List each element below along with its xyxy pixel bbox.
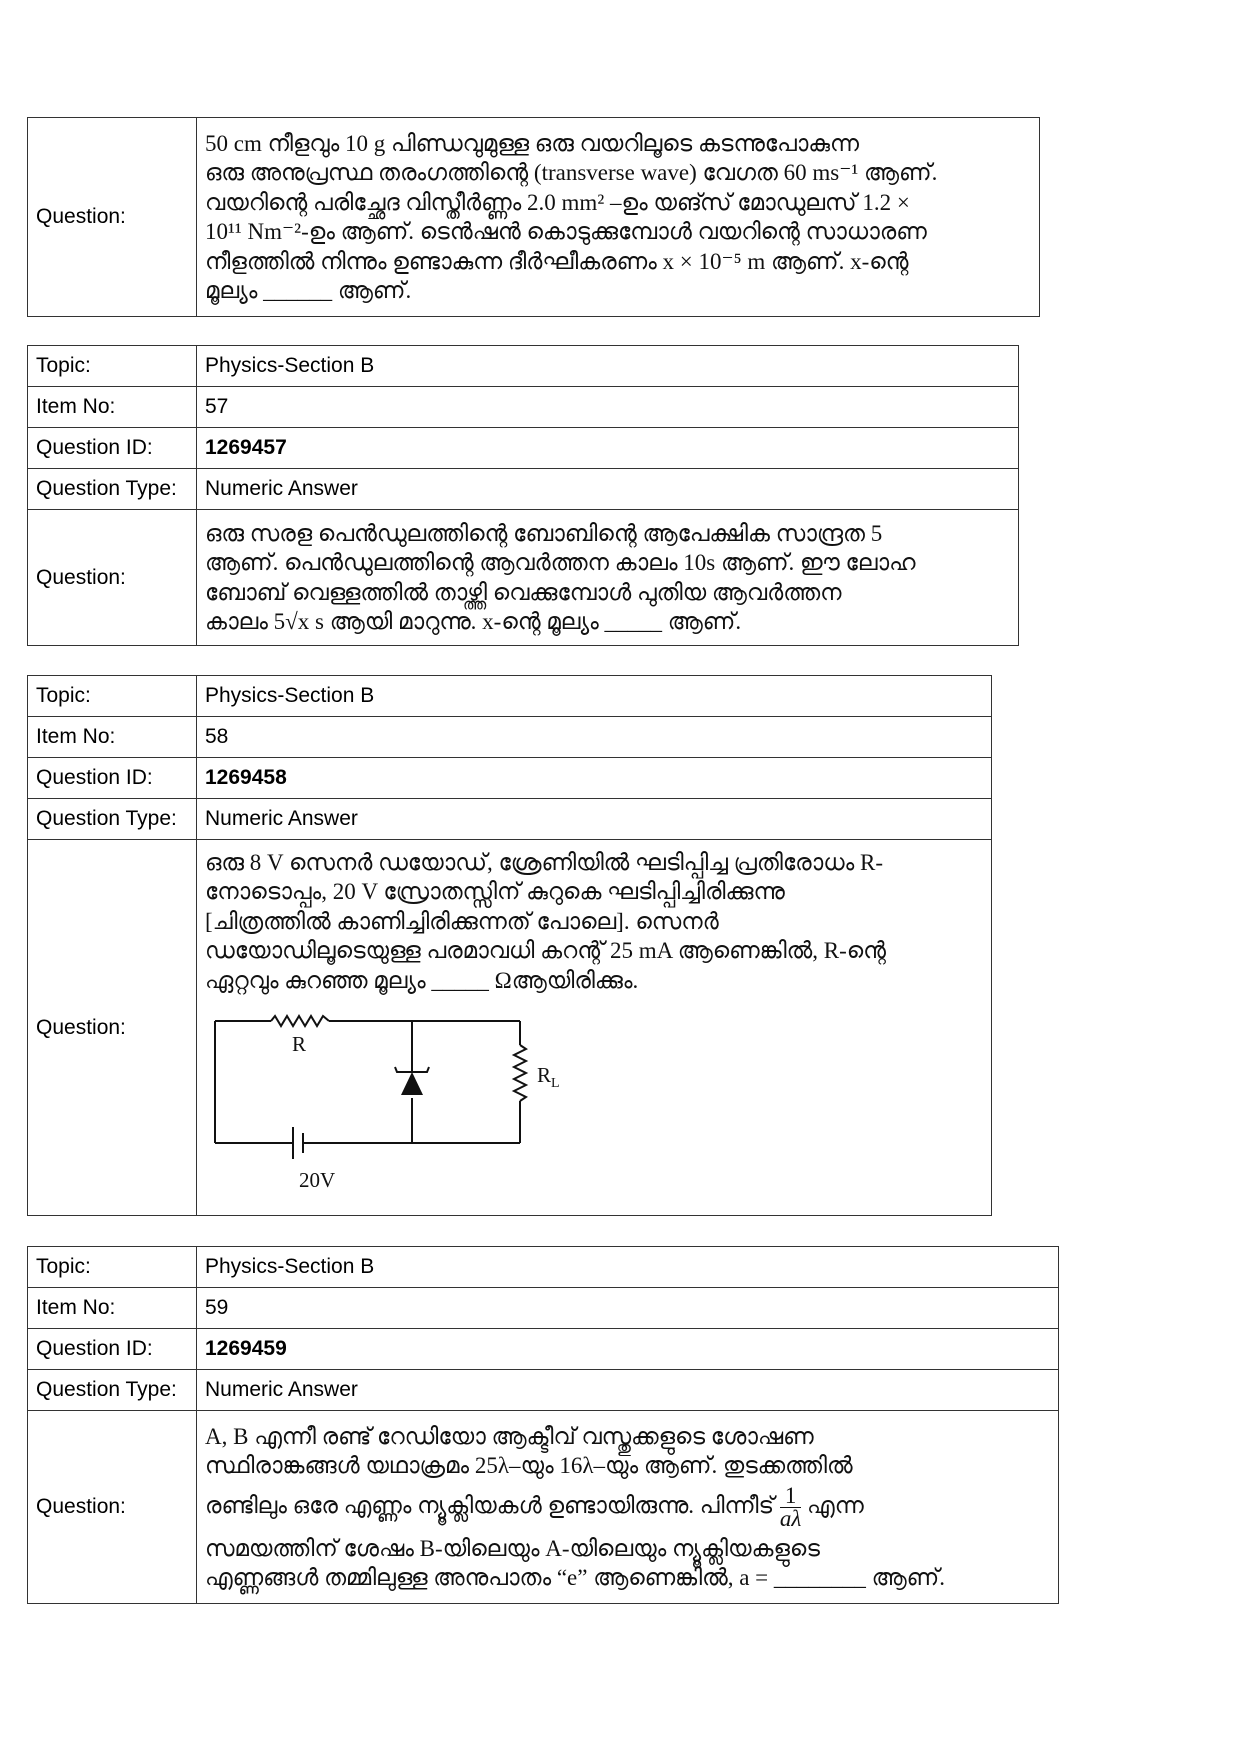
question-type-value: Numeric Answer bbox=[197, 799, 992, 840]
question-line: 10¹¹ Nm⁻²-ഉം ആണ്. ടെൻഷൻ കൊടുക്കുമ്പോൾ വയറിന്റെ സാധാരണ bbox=[205, 219, 927, 244]
fraction-numerator: 1 bbox=[780, 1485, 801, 1508]
question-id-value: 1269459 bbox=[197, 1329, 1059, 1370]
item-no-value: 57 bbox=[197, 387, 1019, 428]
topic-value: Physics-Section B bbox=[197, 346, 1019, 387]
topic-value: Physics-Section B bbox=[197, 1247, 1059, 1288]
question-text bbox=[197, 1411, 1059, 1604]
question-label: Question: bbox=[28, 840, 197, 1216]
question-line: ഏറ്റവും കുറഞ്ഞ മൂല്യം _____ Ωആയിരിക്കും. bbox=[205, 967, 639, 993]
question-type-value: Numeric Answer bbox=[197, 469, 1019, 510]
question-id-value: 1269457 bbox=[197, 428, 1019, 469]
resistor-rl-label: $R_L$ bbox=[537, 1063, 560, 1092]
question-table-56 bbox=[27, 117, 1040, 317]
question-line: കാലം 5√x s ആയി മാറുന്നു. x-ന്റെ മൂല്യം _____ ആണ്. bbox=[205, 609, 742, 634]
topic-label: Topic: bbox=[28, 676, 197, 717]
question-line: ഒരു 8 V സെനർ ഡയോഡ്, ശ്രേണിയിൽ ഘടിപ്പിച്ച പ്രതിരോധം R- bbox=[205, 849, 883, 875]
item-no-label: Item No: bbox=[28, 387, 197, 428]
resistor-r bbox=[271, 1016, 329, 1026]
topic-label: Topic: bbox=[28, 1247, 197, 1288]
item-no-value: 58 bbox=[197, 717, 992, 758]
question-table-57 bbox=[27, 345, 1019, 646]
question-line: ആണ്. പെൻഡുലത്തിന്റെ ആവർത്തന കാലം 10s ആണ്. ഈ ലോഹ bbox=[205, 550, 916, 575]
question-line: വയറിന്റെ പരിച്ഛേദ വിസ്തീർണ്ണം 2.0 mm² –ഉം യങ്സ് മോഡുലസ് 1.2 × bbox=[205, 189, 910, 215]
question-table-59 bbox=[27, 1246, 1059, 1604]
item-no-value: 59 bbox=[197, 1288, 1059, 1329]
question-line: മൂല്യം ______ ആണ്. bbox=[205, 278, 412, 303]
question-type-label: Question Type: bbox=[28, 1370, 197, 1411]
question-line: [ചിത്രത്തിൽ കാണിച്ചിരിക്കുന്നത് പോലെ]. സെനർ bbox=[205, 908, 719, 934]
question-text bbox=[197, 510, 1019, 646]
fraction-one-over-a-lambda bbox=[779, 1482, 802, 1531]
question-text-segment: എന്ന bbox=[807, 1492, 864, 1518]
question-line: സമയത്തിന് ശേഷം B-യിലെയും A-യിലെയും ന്യൂക്ലിയകളുടെ bbox=[205, 1535, 820, 1561]
question-line: നീളത്തിൽ നിന്നും ഉണ്ടാകുന്ന ദീർഘീകരണം x × 10⁻⁵ m ആണ്. x-ന്റെ bbox=[205, 248, 909, 274]
question-label: Question: bbox=[28, 510, 197, 646]
question-line: ഒരു അനുപ്രസ്ഥ തരംഗത്തിന്റെ (transverse wave) വേഗത 60 ms⁻¹ ആണ്. bbox=[205, 160, 938, 185]
zener-circuit-diagram bbox=[205, 1009, 565, 1199]
question-type-value: Numeric Answer bbox=[197, 1370, 1059, 1411]
question-line: നോടൊപ്പം, 20 V സ്രോതസ്സിന് കുറുകെ ഘടിപ്പിച്ചിരിക്കുന്നു bbox=[205, 879, 785, 905]
question-type-label: Question Type: bbox=[28, 799, 197, 840]
question-line-with-fraction bbox=[205, 1482, 1050, 1531]
question-id-label: Question ID: bbox=[28, 428, 197, 469]
question-text bbox=[197, 118, 1040, 317]
fraction-denominator: aλ bbox=[779, 1505, 802, 1531]
question-line: സ്ഥിരാങ്കങ്ങൾ യഥാക്രമം 25λ–യും 16λ–യും ആണ്. തുടക്കത്തിൽ bbox=[205, 1453, 853, 1478]
question-label: Question: bbox=[28, 118, 197, 317]
question-label: Question: bbox=[28, 1411, 197, 1604]
item-no-label: Item No: bbox=[28, 717, 197, 758]
question-line: 50 cm നീളവും 10 g പിണ്ഡവുമുള്ള ഒരു വയറിലൂടെ കടന്നുപോകുന്ന bbox=[205, 130, 859, 156]
resistor-r-label: R bbox=[292, 1032, 307, 1057]
topic-value: Physics-Section B bbox=[197, 676, 992, 717]
source-label: 20V bbox=[299, 1168, 336, 1193]
resistor-rl bbox=[514, 1045, 526, 1101]
question-type-label: Question Type: bbox=[28, 469, 197, 510]
question-text-segment: രണ്ടിലും ഒരേ എണ്ണം ന്യൂക്ലിയകൾ ഉണ്ടായിരുന്നു. പിന്നീട് bbox=[205, 1492, 775, 1518]
question-line: ബോബ് വെള്ളത്തിൽ താഴ്ത്തി വെക്കുമ്പോൾ പുതിയ ആവർത്തന bbox=[205, 579, 842, 605]
question-id-label: Question ID: bbox=[28, 758, 197, 799]
question-line: ഒരു സരള പെൻഡുലത്തിന്റെ ബോബിന്റെ ആപേക്ഷിക സാന്ദ്രത 5 bbox=[205, 520, 883, 546]
question-id-label: Question ID: bbox=[28, 1329, 197, 1370]
question-id-value: 1269458 bbox=[197, 758, 992, 799]
topic-label: Topic: bbox=[28, 346, 197, 387]
question-line: A, B എന്നീ രണ്ട് റേഡിയോ ആക്ടീവ് വസ്തുക്കളുടെ ശോഷണ bbox=[205, 1423, 814, 1449]
question-line: എണ്ണങ്ങൾ തമ്മിലുള്ള അനുപാതം “e” ആണെങ്കിൽ, a = ________ ആണ്. bbox=[205, 1565, 945, 1590]
zener-diode bbox=[395, 1067, 429, 1095]
question-table-58 bbox=[27, 675, 992, 1216]
item-no-label: Item No: bbox=[28, 1288, 197, 1329]
question-text bbox=[197, 840, 992, 1216]
question-line: ഡയോഡിലൂടെയുള്ള പരമാവധി കറന്റ് 25 mA ആണെങ്കിൽ, R-ന്റെ bbox=[205, 938, 887, 964]
